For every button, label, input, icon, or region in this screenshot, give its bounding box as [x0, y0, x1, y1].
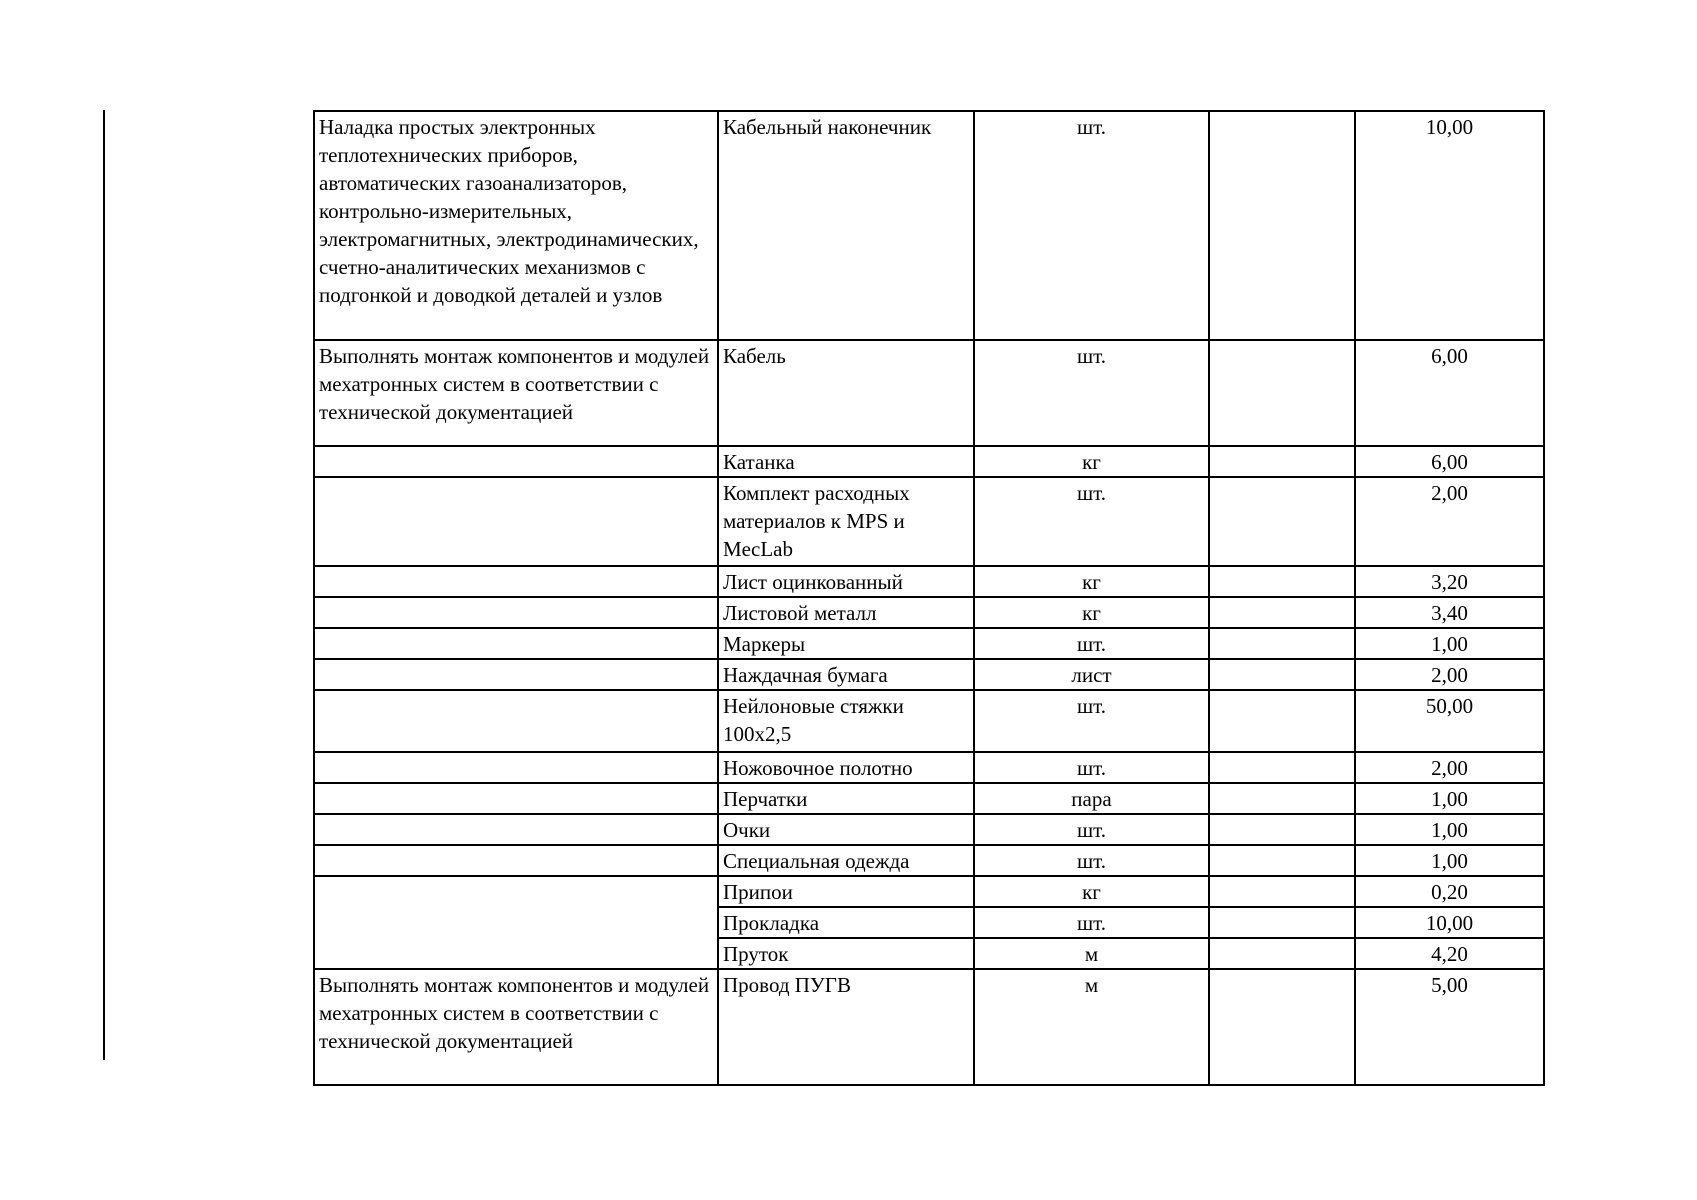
- quantity-cell: 2,00: [1355, 477, 1544, 566]
- material-cell: Комплект расходных материалов к MPS и MecLab: [718, 477, 974, 566]
- activity-cell: [314, 597, 718, 628]
- quantity-cell: 5,00: [1355, 969, 1544, 1085]
- activity-cell: [314, 340, 718, 446]
- activity-cell: [314, 690, 718, 752]
- empty-cell: [1209, 752, 1355, 783]
- material-cell: Очки: [718, 814, 974, 845]
- material-cell: Ножовочное полотно: [718, 752, 974, 783]
- table-row: [314, 597, 1544, 628]
- table-row: [314, 845, 1544, 876]
- empty-cell: [1209, 969, 1355, 1085]
- activity-cell: [314, 628, 718, 659]
- table-row: [314, 659, 1544, 690]
- quantity-cell: 3,40: [1355, 597, 1544, 628]
- activity-cell: [314, 477, 718, 566]
- unit-cell: кг: [974, 597, 1209, 628]
- material-cell: Нейлоновые стяжки 100x2,5: [718, 690, 974, 752]
- empty-cell: [1209, 659, 1355, 690]
- unit-cell: шт.: [974, 690, 1209, 752]
- material-cell: Перчатки: [718, 783, 974, 814]
- table-row: [314, 477, 1544, 566]
- material-cell: Провод ПУГВ: [718, 969, 974, 1085]
- empty-cell: [1209, 628, 1355, 659]
- activity-cell: [314, 659, 718, 690]
- unit-cell: шт.: [974, 340, 1209, 446]
- quantity-cell: 3,20: [1355, 566, 1544, 597]
- unit-cell: пара: [974, 783, 1209, 814]
- unit-cell: шт.: [974, 628, 1209, 659]
- activity-cell: [314, 814, 718, 845]
- activity-cell: [314, 783, 718, 814]
- quantity-cell: 10,00: [1355, 111, 1544, 340]
- empty-cell: [1209, 340, 1355, 446]
- material-cell: Кабельный наконечник: [718, 111, 974, 340]
- unit-cell: шт.: [974, 477, 1209, 566]
- material-cell: Катанка: [718, 446, 974, 477]
- quantity-cell: 50,00: [1355, 690, 1544, 752]
- materials-table: [313, 110, 1545, 1086]
- activity-cell: Выполнять монтаж компонентов и модулей мехатронных систем в соответствии с технической документацией: [314, 969, 718, 1085]
- material-cell: Кабель: [718, 340, 974, 446]
- activity-cell: [314, 752, 718, 783]
- empty-cell: [1209, 876, 1355, 907]
- activity-cell: [314, 566, 718, 597]
- material-cell: Лист оцинкованный: [718, 566, 974, 597]
- material-cell: Специальная одежда: [718, 845, 974, 876]
- material-cell: Прокладка: [718, 907, 974, 938]
- quantity-cell: 2,00: [1355, 659, 1544, 690]
- unit-cell: шт.: [974, 845, 1209, 876]
- empty-cell: [1209, 597, 1355, 628]
- table-row: [314, 111, 1544, 340]
- unit-cell: шт.: [974, 752, 1209, 783]
- activity-cell: [314, 876, 718, 969]
- unit-cell: кг: [974, 566, 1209, 597]
- activity-cell: [314, 446, 718, 477]
- quantity-cell: 1,00: [1355, 814, 1544, 845]
- quantity-cell: 1,00: [1355, 628, 1544, 659]
- empty-cell: [1209, 690, 1355, 752]
- table-row: [314, 783, 1544, 814]
- unit-cell: лист: [974, 659, 1209, 690]
- empty-cell: [1209, 111, 1355, 340]
- activity-cell: Наладка простых электронных теплотехнических приборов, автоматических газоанализаторов, контрольно-измерительных, электромагнитных, электродинамических, счетно-аналитических механизмов с подгонкой и доводкой деталей и узлов: [314, 111, 718, 340]
- empty-cell: [1209, 446, 1355, 477]
- empty-cell: [1209, 477, 1355, 566]
- material-cell: Припои: [718, 876, 974, 907]
- empty-cell: [1209, 566, 1355, 597]
- quantity-cell: 2,00: [1355, 752, 1544, 783]
- table-row: [314, 446, 1544, 477]
- table-row: [314, 566, 1544, 597]
- unit-cell: шт.: [974, 111, 1209, 340]
- empty-cell: [1209, 938, 1355, 969]
- table-row: [314, 690, 1544, 752]
- material-cell: Маркеры: [718, 628, 974, 659]
- quantity-cell: 10,00: [1355, 907, 1544, 938]
- unit-cell: кг: [974, 876, 1209, 907]
- unit-cell: м: [974, 938, 1209, 969]
- material-cell: Пруток: [718, 938, 974, 969]
- unit-cell: шт.: [974, 814, 1209, 845]
- empty-cell: [1209, 907, 1355, 938]
- quantity-cell: 6,00: [1355, 446, 1544, 477]
- quantity-cell: 6,00: [1355, 340, 1544, 446]
- table-row: [314, 814, 1544, 845]
- table-row: [314, 876, 1544, 907]
- table-row: [314, 752, 1544, 783]
- empty-cell: [1209, 845, 1355, 876]
- material-cell: Листовой металл: [718, 597, 974, 628]
- activity-cell: [314, 845, 718, 876]
- quantity-cell: 1,00: [1355, 783, 1544, 814]
- left-margin-rule: [103, 110, 105, 1060]
- quantity-cell: 0,20: [1355, 876, 1544, 907]
- empty-cell: [1209, 814, 1355, 845]
- unit-cell: м: [974, 969, 1209, 1085]
- quantity-cell: 1,00: [1355, 845, 1544, 876]
- table-row: [314, 628, 1544, 659]
- table-row: [314, 340, 1544, 446]
- unit-cell: кг: [974, 446, 1209, 477]
- quantity-cell: 4,20: [1355, 938, 1544, 969]
- empty-cell: [1209, 783, 1355, 814]
- unit-cell: шт.: [974, 907, 1209, 938]
- table-row: [314, 969, 1544, 1085]
- material-cell: Наждачная бумага: [718, 659, 974, 690]
- activity-text: Выполнять монтаж компонентов и модулей мехатронных систем в соответствии с технической документацией: [319, 344, 710, 424]
